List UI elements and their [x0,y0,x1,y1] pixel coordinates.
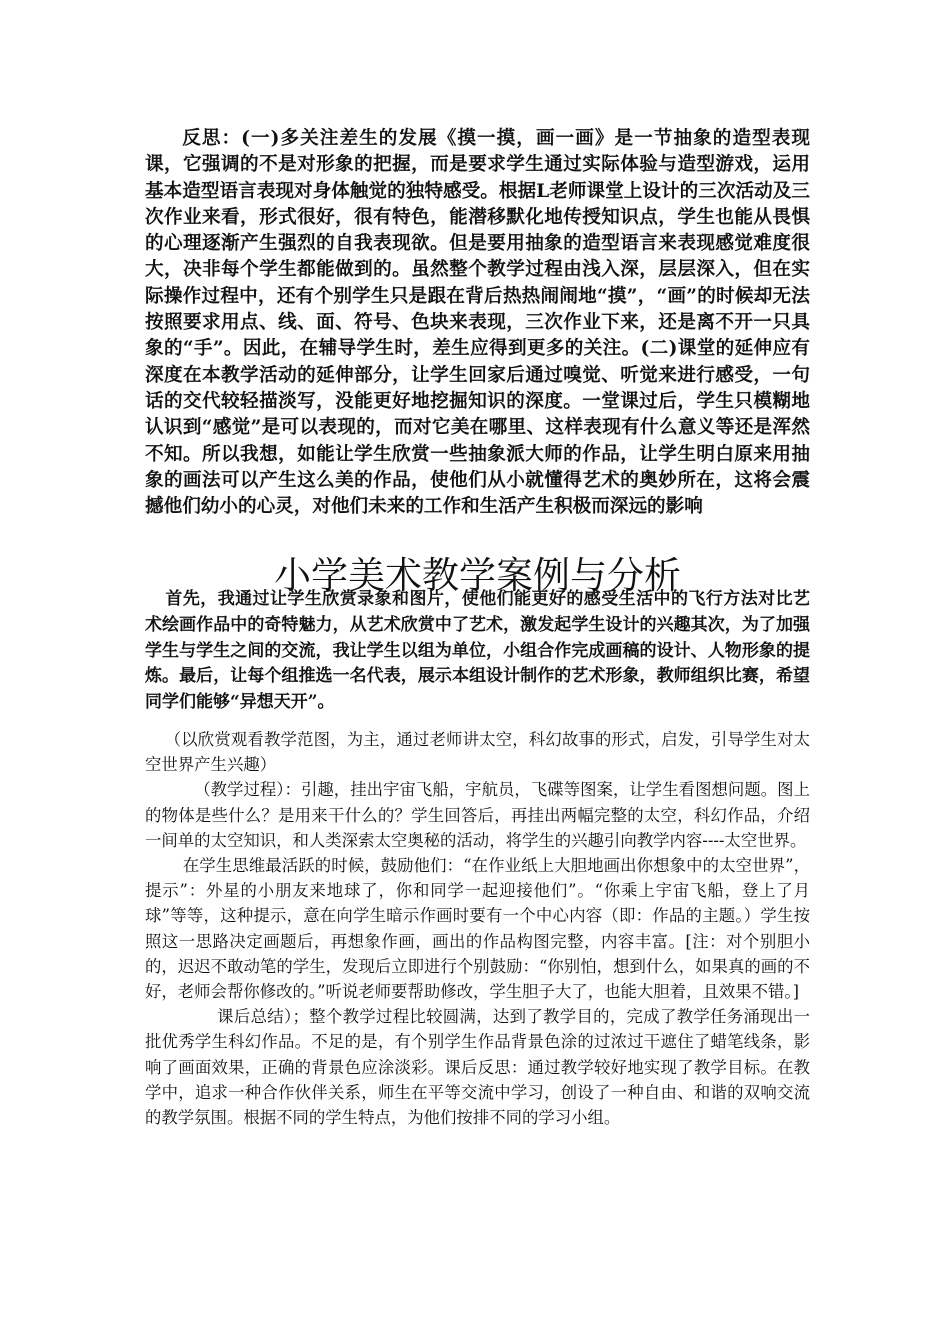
document-title: 小学美术教学案例与分析 [274,553,681,597]
body-paragraph: （教学过程）：引趣，挂出宇宙飞船，宇航员，飞碟等图案，让学生看图想问题。图上的物体是些什么？是用来干什么的？学生回答后，再挂出两幅完整的太空，科幻作品，介绍一间单的太空知识，和人类深索太空奥秘的活动，将学生的兴趣引向教学内容----太空世界。 [145,780,810,850]
body-paragraph: （以欣赏观看教学范图，为主，通过老师讲太空，科幻故事的形式，启发，引导学生对太空世界产生兴趣） [145,730,810,775]
reflection-section [145,126,810,520]
reflection-paragraph: 反思：(一)多关注差生的发展《摸一摸，画一画》是一节抽象的造型表现课，它强调的不是对形象的把握，而是要求学生通过实际体验与造型游戏，运用基本造型语言表现对身体触觉的独特感受。根据L老师课堂上设计的三次活动及三次作业来看，形式很好，很有特色，能潜移默化地传授知识点，学生也能从畏惧的心理逐渐产生强烈的自我表现欲。但是要用抽象的造型语言来表现感觉难度很大，决非每个学生都能做到的。虽然整个教学过程由浅入深，层层深入，但在实际操作过程中，还有个别学生只是跟在背后热热闹闹地“摸”，“画”的时候却无法按照要求用点、线、面、符号、色块来表现，三次作业下来，还是离不开一只具象的“手”。因此，在辅导学生时，差生应得到更多的关注。(二)课堂的延伸应有深度在本教学活动的延伸部分，让学生回家后通过嗅觉、听觉来进行感受，一句话的交代较轻描淡写，没能更好地挖掘知识的深度。一堂课过后，学生只模糊地认识到“感觉”是可以表现的，而对它美在哪里、这样表现有什么意义等还是浑然不知。所以我想，如能让学生欣赏一些抽象派大师的作品，让学生明白原来用抽象的画法可以产生这么美的作品，使他们从小就懂得艺术的奥妙所在，这将会震撼他们幼小的心灵，对他们未来的工作和生活产生积极而深远的影响 [145,128,810,518]
body-paragraph: 在学生思维最活跃的时候，鼓励他们：“在作业纸上大胆地画出你想象中的太空世界”，提示”：外星的小朋友来地球了，你和同学一起迎接他们”。“你乘上宇宙飞船，登上了月球”等等，这种提示，意在向学生暗示作画时要有一个中心内容（即：作品的主题。）学生按照这一思路决定画题后，再想象作画，画出的作品构图完整，内容丰富。[注：对个别胆小的，迟迟不敢动笔的学生，发现后立即进行个别鼓励：“你别怕，想到什么，如果真的画的不好，老师会帮你修改的。”听说老师要帮助修改，学生胆子大了，也能大胆着，且效果不错。] [145,856,810,1002]
intro-section [145,587,810,716]
body-paragraph: 课后总结）；整个教学过程比较圆满，达到了教学目的，完成了教学任务涌现出一批优秀学生科幻作品。不足的是，有个别学生作品背景色涂的过浓过干遮住了蜡笔线条，影响了画面效果，正确的背景色应涂淡彩。课后反思：通过教学较好地实现了教学目标。在教学中，追求一种合作伙伴关系，师生在平等交流中学习，创设了一种自由、和谐的双响交流的教学氛围。根据不同的学生特点，为他们按排不同的学习小组。 [145,1007,810,1128]
intro-paragraph: 首先，我通过让学生欣赏录象和图片，使他们能更好的感受生活中的飞行方法对比艺术绘画作品中的奇特魅力，从艺术欣赏中了艺术，激发起学生设计的兴趣其次，为了加强学生与学生之间的交流，我让学生以组为单位，小组合作完成画稿的设计、人物形象的提炼。最后，让每个组推选一名代表，展示本组设计制作的艺术形象，教师组织比赛，希望同学们能够“异想天开”。 [145,589,810,713]
case-body-section [145,727,810,1130]
